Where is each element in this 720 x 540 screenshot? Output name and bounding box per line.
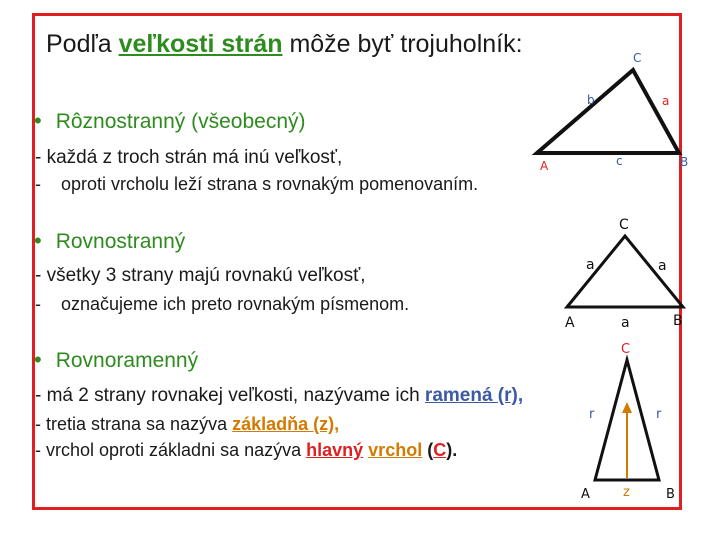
isosceles-line-2: - tretia strana sa nazýva základňa (z), <box>35 414 340 434</box>
label-a-right: a <box>658 258 667 274</box>
label-r-left: r <box>589 407 595 422</box>
label-B: B <box>680 155 689 169</box>
label-B: B <box>666 487 675 502</box>
label-C: C <box>633 51 642 65</box>
heading-equilateral: • Rovnostranný <box>34 228 186 253</box>
label-a-base: a <box>621 315 630 331</box>
equilateral-line-2: - označujeme ich preto rovnakým písmenom. <box>35 294 410 314</box>
scalene-line-1: - každá z troch strán má inú veľkosť, <box>35 147 343 168</box>
slide-title: Podľa veľkosti strán môže byť trojuholník: <box>46 30 523 58</box>
label-A: A <box>565 315 575 331</box>
label-z: z <box>623 485 630 500</box>
label-B: B <box>673 313 683 329</box>
title-highlight: veľkosti strán <box>118 30 283 58</box>
label-c: c <box>616 154 623 168</box>
scalene-triangle <box>537 70 679 153</box>
equilateral-line-1: - všetky 3 strany majú rovnakú veľkosť, <box>35 265 366 286</box>
isosceles-line-1: - má 2 strany rovnakej veľkosti, nazývame ich ramená (r), <box>35 385 524 406</box>
scalene-triangle-diagram <box>530 45 700 175</box>
label-a-left: a <box>586 257 595 273</box>
label-a: a <box>662 94 670 108</box>
heading-isosceles: • Rovnoramenný <box>34 347 199 372</box>
label-C: C <box>619 217 629 233</box>
isosceles-triangle-diagram <box>575 335 695 505</box>
label-b: b <box>587 93 595 107</box>
equilateral-triangle-diagram <box>555 210 705 335</box>
heading-scalene: • Rôznostranný (všeobecný) <box>34 108 306 133</box>
label-r-right: r <box>656 407 662 422</box>
label-C: C <box>621 342 631 357</box>
isosceles-line-3: - vrchol oproti základni sa nazýva hlavný vrchol (C). <box>35 440 458 460</box>
scalene-line-2: - oproti vrcholu leží strana s rovnakým pomenovaním. <box>35 174 479 194</box>
label-A: A <box>540 159 549 173</box>
label-A: A <box>581 487 590 502</box>
height-arrow-head <box>622 402 632 413</box>
